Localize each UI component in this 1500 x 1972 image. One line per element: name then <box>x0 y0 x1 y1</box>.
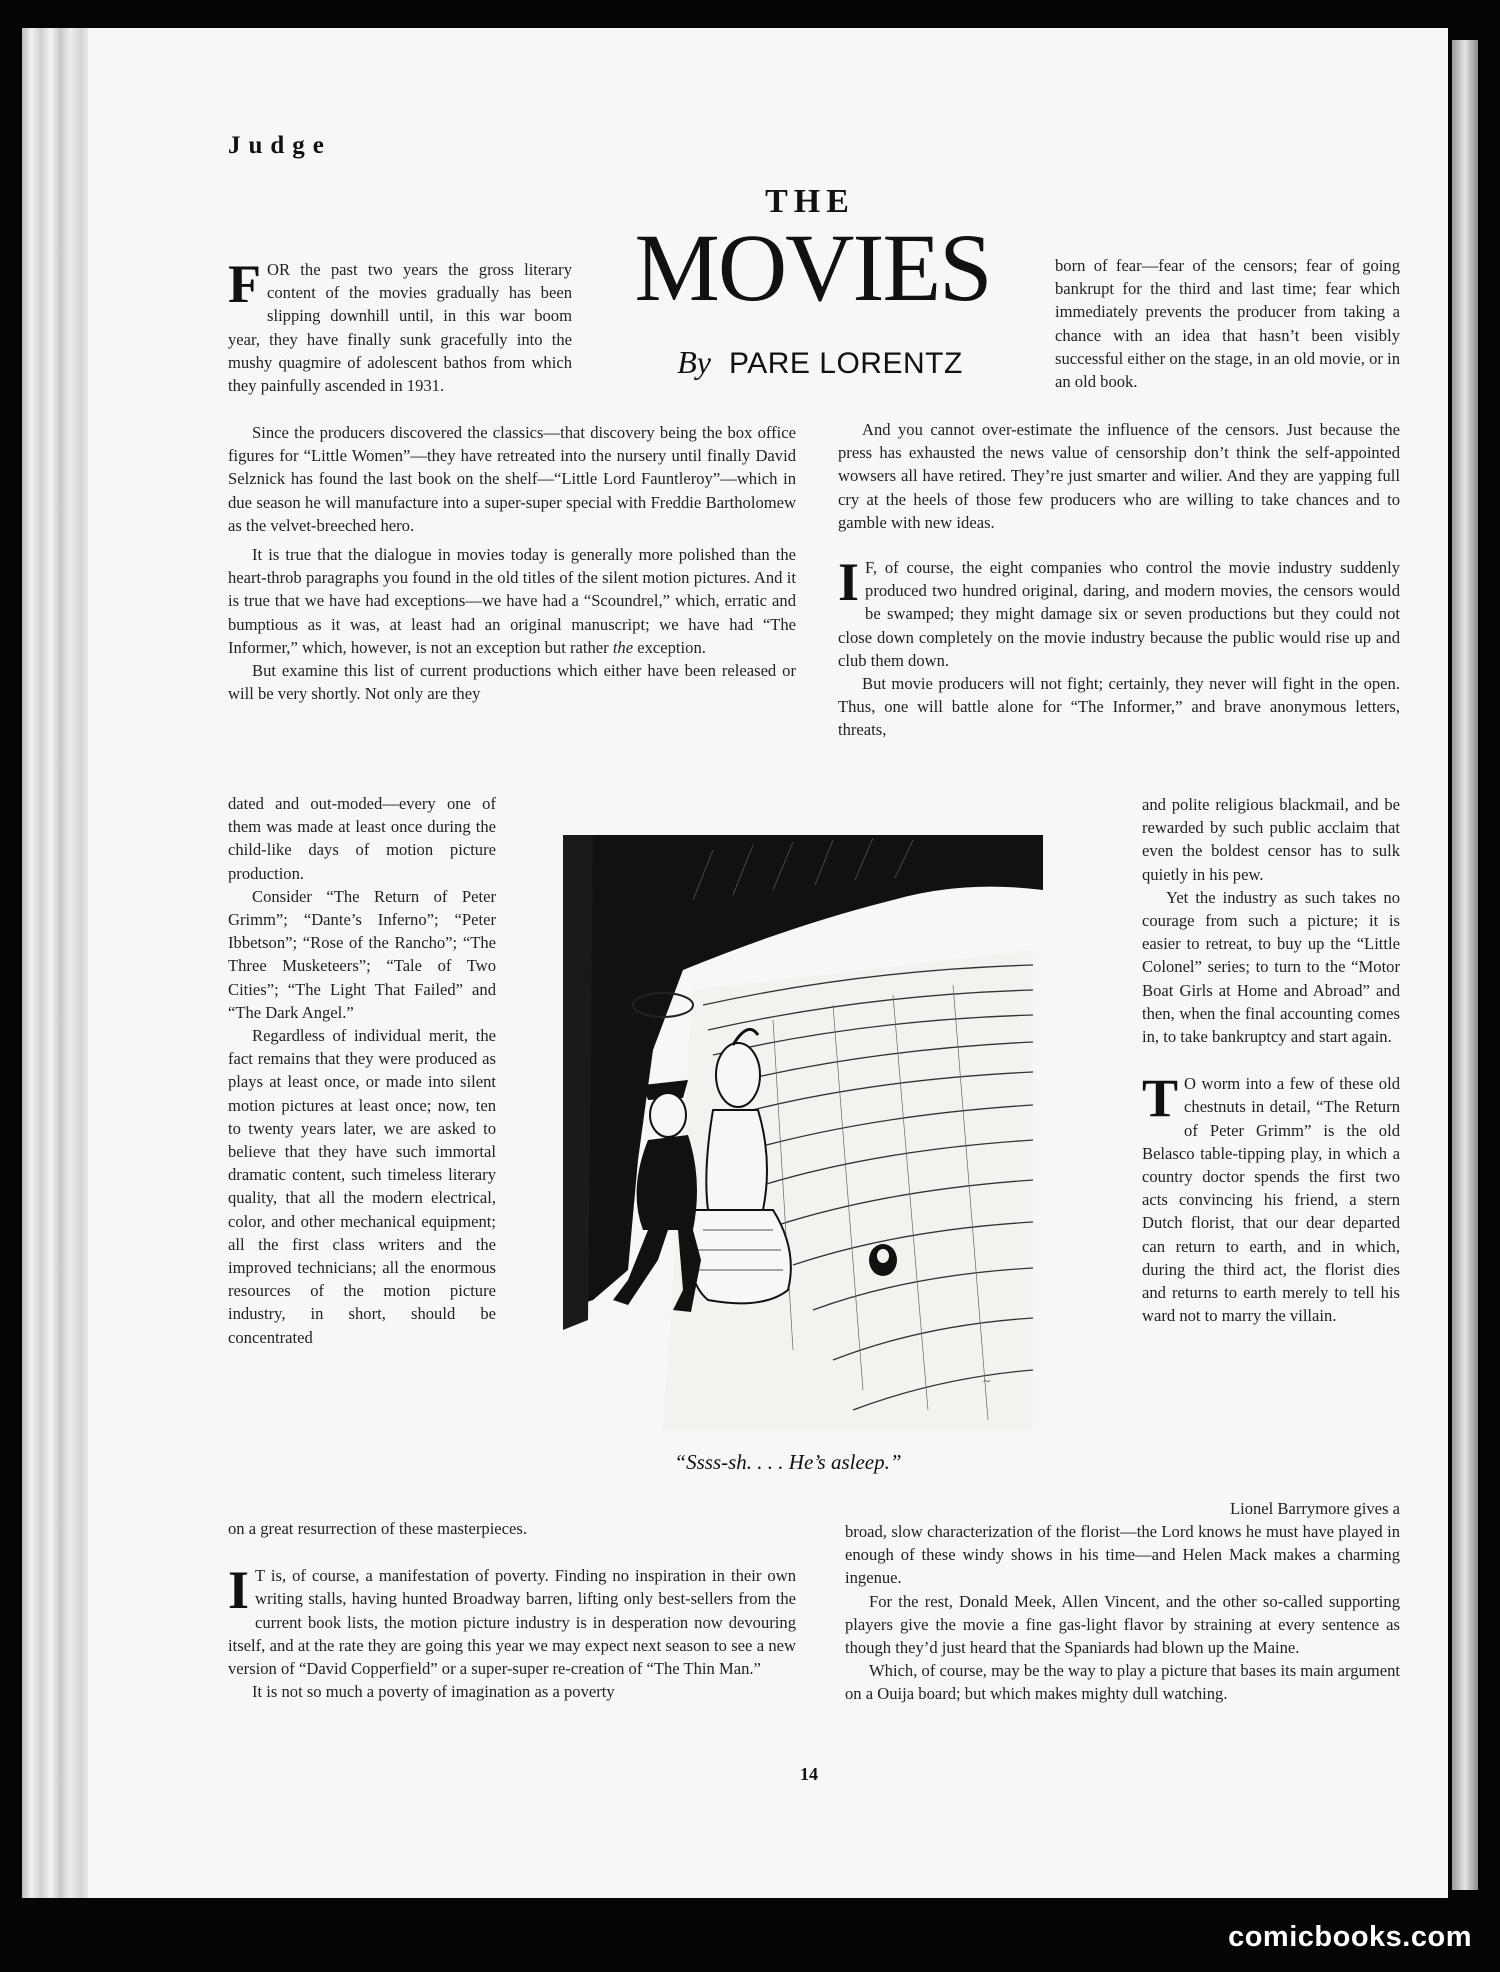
cartoon-illustration <box>533 830 1043 1445</box>
paragraph: Since the producers discovered the classics—that discovery being the box office figures for “Little Women”—they have retreated into the nursery until finally David Selznick has found the last book on the shelf—“Little Lord Fauntleroy”—which in due season he will manufacture into a super-super special with Freddie Bartholomew as the velvet-breeched hero. <box>228 423 796 535</box>
intro-paragraph: OR the past two years the gross literary content of the movies gradually has been slipping downhill until, in this war boom year, they have finally sunk gracefully into the mushy quagmire of adolescent bathos from which they painfully ascended in 1931. <box>228 260 572 396</box>
page-edge <box>1452 40 1478 1890</box>
paragraph: For the rest, Donald Meek, Allen Vincent, and the other so-called supporting players give the movie a fine gas-light flavor by straining at every sentence as though they’d just heard that the Spaniards had blown up the Maine. <box>845 1591 1400 1658</box>
paragraph: But examine this list of current productions which either have been released or will be very shortly. Not only are they <box>228 661 796 704</box>
byline-by: By <box>677 344 711 380</box>
paragraph: on a great resurrection of these masterpieces. <box>228 1519 528 1538</box>
col1-bottom <box>228 1517 796 1703</box>
col1-narrow <box>228 792 496 1349</box>
paragraph: Regardless of individual merit, the fact remains that they were produced as plays at least once, or made into silent motion pictures at least once; now, ten to twenty years later, we are asked to believe that they have such immortal dramatic content, such timeless literary quality, that all the modern electrical, color, and other mechanical equipment; all the first class writers and the improved technicians; all the enormous resources of the motion picture industry, in short, should be concentrated <box>228 1026 496 1347</box>
col2-join <box>1167 1497 1400 1520</box>
paragraph: Which, of course, may be the way to play a picture that bases its main argument on a Ouija board; but which makes mighty dull watching. <box>845 1661 1400 1704</box>
masthead: Judge <box>228 132 332 159</box>
section-paragraph: T O worm into a few of these old chestnuts in detail, “The Return of Peter Grimm” is the old Belasco table-tipping play, in which a country doctor spends the first two acts convincing his friend, a stern Dutch florist, that our dear departed can return to earth, and in which, during the third act, the florist dies and returns to earth merely to tell his ward not to marry the villain. <box>1142 1068 1400 1326</box>
paragraph: And you cannot over-estimate the influence of the censors. Just because the press has exhausted the news value of censorship don’t think the self-appointed wowsers all have retired. They’re just smarter and wilier. And they are yapping full cry at the heels of those few producers who are willing to take chances and to gamble with new ideas. <box>838 420 1400 532</box>
paragraph: Consider “The Return of Peter Grimm”; “Dante’s Inferno”; “Peter Ibbetson”; “Rose of the Rancho”; “The Three Musketeers”; “Tale of Two Cities”; “The Light That Failed” and “The Dark Angel.” <box>228 886 496 1022</box>
page-number: 14 <box>800 1764 818 1784</box>
col2-wide <box>838 418 1400 742</box>
byline-author: PARE LORENTZ <box>728 347 963 380</box>
col2-top <box>1055 254 1400 393</box>
paragraph: dated and out-moded—every one of them was made at least once during the child-like days of motion picture production. <box>228 794 496 883</box>
artist-signature: ~ <box>983 1373 991 1388</box>
paragraph: Yet the industry as such takes no courage from such a picture; it is easier to retreat, to buy up the “Little Colonel” series; to turn to the “Motor Boat Girls at Home and Abroad” and then, when the final accounting comes in, to take bankruptcy and start again. <box>1142 887 1400 1047</box>
paragraph: and polite religious blackmail, and be rewarded by such public acclaim that even the boldest censor has to sulk quietly in his pew. <box>1142 795 1400 884</box>
col2-bottom <box>845 1520 1400 1706</box>
col1-wide <box>228 421 796 705</box>
paragraph: It is true that the dialogue in movies today is generally more polished than the heart-throb paragraphs you found in the old titles of the silent motion pictures. And it is true that we have had exceptions—we have had a “Scoundrel,” which, erratic and bumptious as it was, at least had an original manuscript; we have had “The Informer,” which, however, is not an exception but rather the exception. <box>228 545 796 657</box>
paragraph: It is not so much a poverty of imagination as a poverty <box>252 1682 615 1702</box>
section-paragraph: I T is, of course, a manifestation of poverty. Finding no inspiration in their own writing stalls, having hunted Broadway barren, lifting only best-sellers from the current book lists, the motion picture industry is in desperation now devouring itself, and at the rate they are going this year we may expect next season to see a new version of “David Copperfield” or a super-super re-creation of “The Thin Man.” <box>228 1560 796 1679</box>
title-the: THE <box>765 183 855 220</box>
byline <box>640 344 1000 381</box>
paragraph: But movie producers will not fight; certainly, they never will fight in the open. Thus, one will battle alone for “The Informer,” and brave anonymous letters, threats, <box>838 674 1400 740</box>
col2-narrow <box>1142 793 1400 1327</box>
illustration-caption: “Ssss-sh. . . . He’s asleep.” <box>674 1450 902 1474</box>
dropcap-f: F <box>228 254 261 314</box>
sleeping-patron <box>869 1244 897 1276</box>
col1-intro <box>228 254 572 397</box>
paragraph: broad, slow characterization of the florist—the Lord knows he must have played in enough of these windy shows in his time—and Helen Mack makes a charming ingenue. <box>845 1522 1400 1588</box>
paragraph: born of fear—fear of the censors; fear of going bankrupt for the third and last time; fear which immediately prevents the producer from taking a chance with an idea that hasn’t been visibly successful either on the stage, in an old movie, or in an old book. <box>1055 256 1400 392</box>
article-title: MOVIES <box>634 214 991 321</box>
paragraph: Lionel Barrymore gives a <box>1229 1499 1400 1518</box>
site-watermark: comicbooks.com <box>1228 1921 1472 1953</box>
section-paragraph: I F, of course, the eight companies who control the movie industry suddenly produced two hundred original, daring, and modern movies, the censors would be swamped; they might damage six or seven productions but they could not close down completely on the movie industry because the public would rise up and club them down. <box>838 552 1400 670</box>
